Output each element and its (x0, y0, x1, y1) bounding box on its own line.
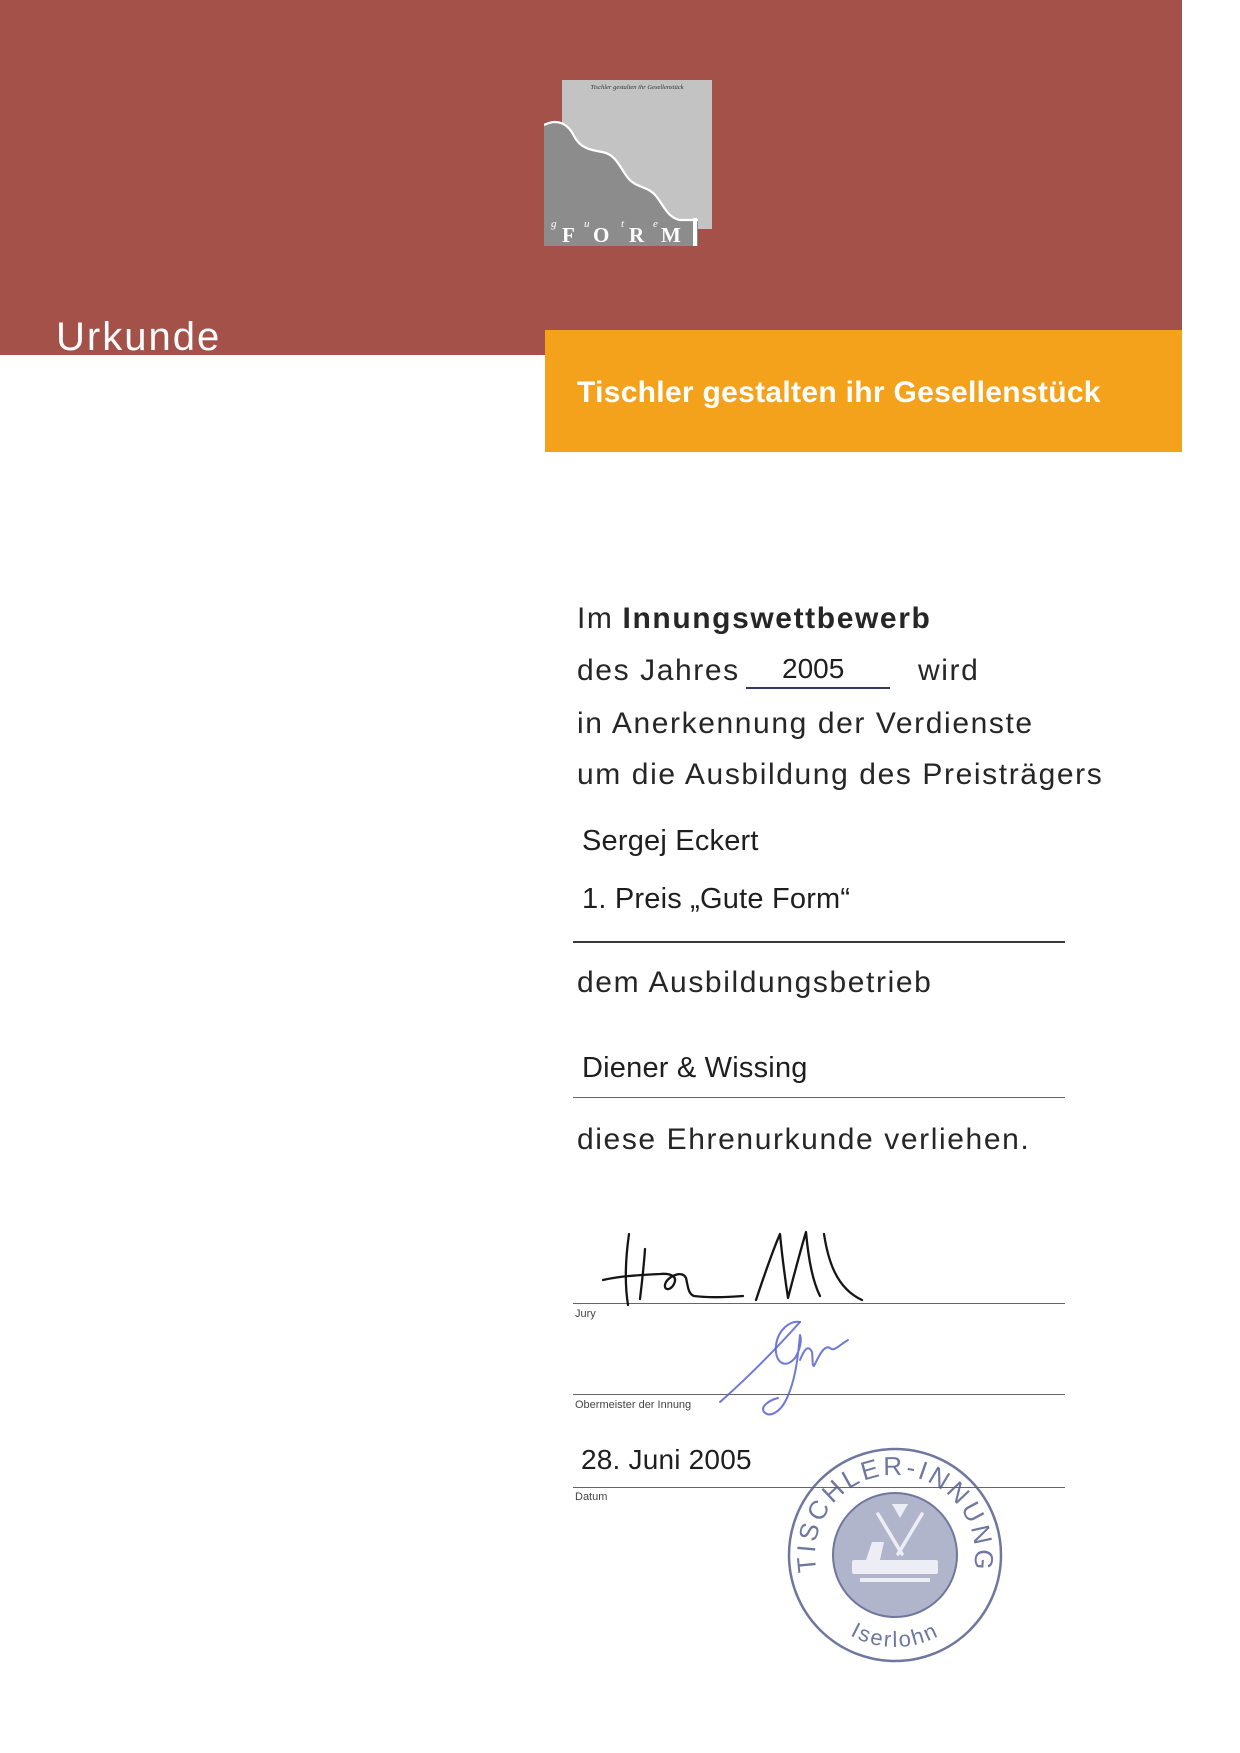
jury-label: Jury (575, 1308, 596, 1320)
logo-letter-large: M (661, 223, 681, 246)
ribbon-text: Tischler gestalten ihr Gesellenstück (577, 376, 1101, 409)
competition-name: Innungswettbewerb (622, 602, 932, 635)
date-value: 28. Juni 2005 (581, 1444, 752, 1475)
stamp-top-textpath: TISCHLER-INNUNG (790, 1450, 1000, 1575)
gute-form-logo (544, 80, 712, 246)
guild-stamp (780, 1440, 1010, 1670)
logo-letter-small: g (551, 218, 557, 230)
year-value: 2005 (782, 653, 845, 684)
company-rule (573, 1097, 1065, 1098)
year-underline (746, 687, 890, 689)
master-label: Obermeister der Innung (575, 1399, 692, 1411)
page-title: Urkunde (56, 315, 222, 359)
closing-line: diese Ehrenurkunde verliehen. (577, 1123, 1031, 1156)
logo-letter-small: u (584, 218, 590, 230)
prize-rule (573, 941, 1065, 943)
logo-letter-small: t (621, 218, 625, 230)
intro-prefix: Im (577, 602, 614, 635)
recognition-line: in Anerkennung der Verdienste (577, 707, 1034, 740)
stamp-bottom-text (848, 1617, 943, 1652)
intro-line (577, 604, 931, 634)
company-name: Diener & Wissing (582, 1052, 808, 1084)
logo-letter-large: R (629, 223, 645, 246)
company-intro-line: dem Ausbildungsbetrieb (577, 966, 933, 999)
year-suffix: wird (918, 654, 980, 687)
prize-name: 1. Preis „Gute Form“ (582, 883, 851, 915)
stamp-bottom-textpath: Iserlohn (847, 1617, 943, 1653)
recipient-name: Sergej Eckert (582, 825, 759, 857)
logo-caption: Tischler gestalten ihr Gesellenstück (590, 84, 684, 91)
logo-letter-large: O (593, 223, 610, 246)
date-label: Datum (575, 1491, 608, 1503)
stamp-emblem-disc (833, 1493, 957, 1617)
master-signature (700, 1300, 860, 1430)
training-line: um die Ausbildung des Preisträgers (577, 758, 1104, 791)
logo-bar (693, 218, 697, 246)
year-prefix: des Jahres (577, 654, 740, 687)
logo-letter-small: e (653, 218, 658, 230)
subtitle-ribbon (545, 330, 1182, 452)
logo-letter-large: F (562, 223, 575, 246)
